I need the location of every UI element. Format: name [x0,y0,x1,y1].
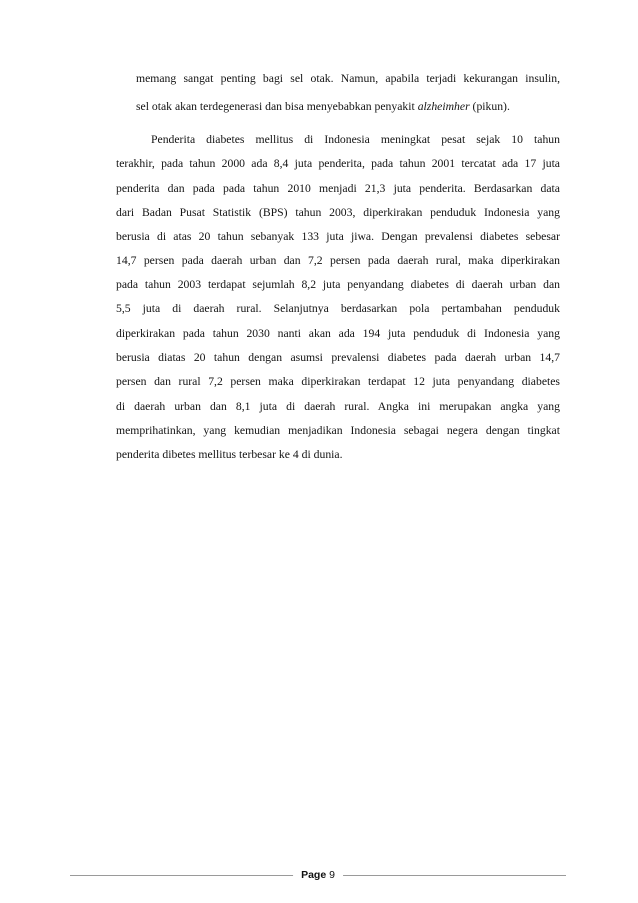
paragraph-line: 5,5 juta di daerah rural. Selanjutnya berdasarkan pola pertambahan penduduk [116,302,560,315]
paragraph-line: pada tahun 2003 terdapat sejumlah 8,2 juta penyandang diabetes di daerah urban dan [116,278,560,291]
paragraph-line: berusia diatas 20 tahun dengan asumsi prevalensi diabetes pada daerah urban 14,7 [116,351,560,364]
paragraph-line: memprihatinkan, yang kemudian menjadikan Indonesia sebagai negera dengan tingkat [116,424,560,437]
paragraph-line: persen dan rural 7,2 persen maka diperkirakan terdapat 12 juta penyandang diabetes [116,375,560,388]
paragraph-line: dari Badan Pusat Statistik (BPS) tahun 2003, diperkirakan penduduk Indonesia yang [116,206,560,219]
paragraph-last-line: penderita dibetes mellitus terbesar ke 4 di dunia. [116,448,343,461]
page-number: 9 [329,869,335,881]
continuation-text-end: (pikun). [469,100,510,113]
italic-term: alzheimher [417,100,470,113]
paragraph-first-line: Penderita diabetes mellitus di Indonesia meningkat pesat sejak 10 tahun [151,133,560,146]
paragraph-line: 14,7 persen pada daerah urban dan 7,2 persen pada daerah rural, maka diperkirakan [116,254,560,267]
paragraph-line: penderita dan pada pada tahun 2010 menjadi 21,3 juta penderita. Berdasarkan data [116,182,560,195]
paragraph-line: terakhir, pada tahun 2000 ada 8,4 juta penderita, pada tahun 2001 tercatat ada 17 juta [116,157,560,170]
continuation-last-line [136,99,560,115]
page-number-label [293,866,343,884]
paragraph-line: diperkirakan pada tahun 2030 nanti akan ada 194 juta penduduk di Indonesia yang [116,327,560,340]
paragraph-line: di daerah urban dan 8,1 juta di daerah rural. Angka ini merupakan angka yang [116,400,560,413]
paragraph-line: berusia di atas 20 tahun sebanyak 133 juta jiwa. Dengan prevalensi diabetes sebesar [116,230,560,243]
continuation-line: memang sangat penting bagi sel otak. Namun, apabila terjadi kekurangan insulin, [136,72,560,85]
page-word: Page [301,869,327,881]
page-footer [70,866,566,884]
continuation-text: sel otak akan terdegenerasi dan bisa menyebabkan penyakit [136,100,418,113]
